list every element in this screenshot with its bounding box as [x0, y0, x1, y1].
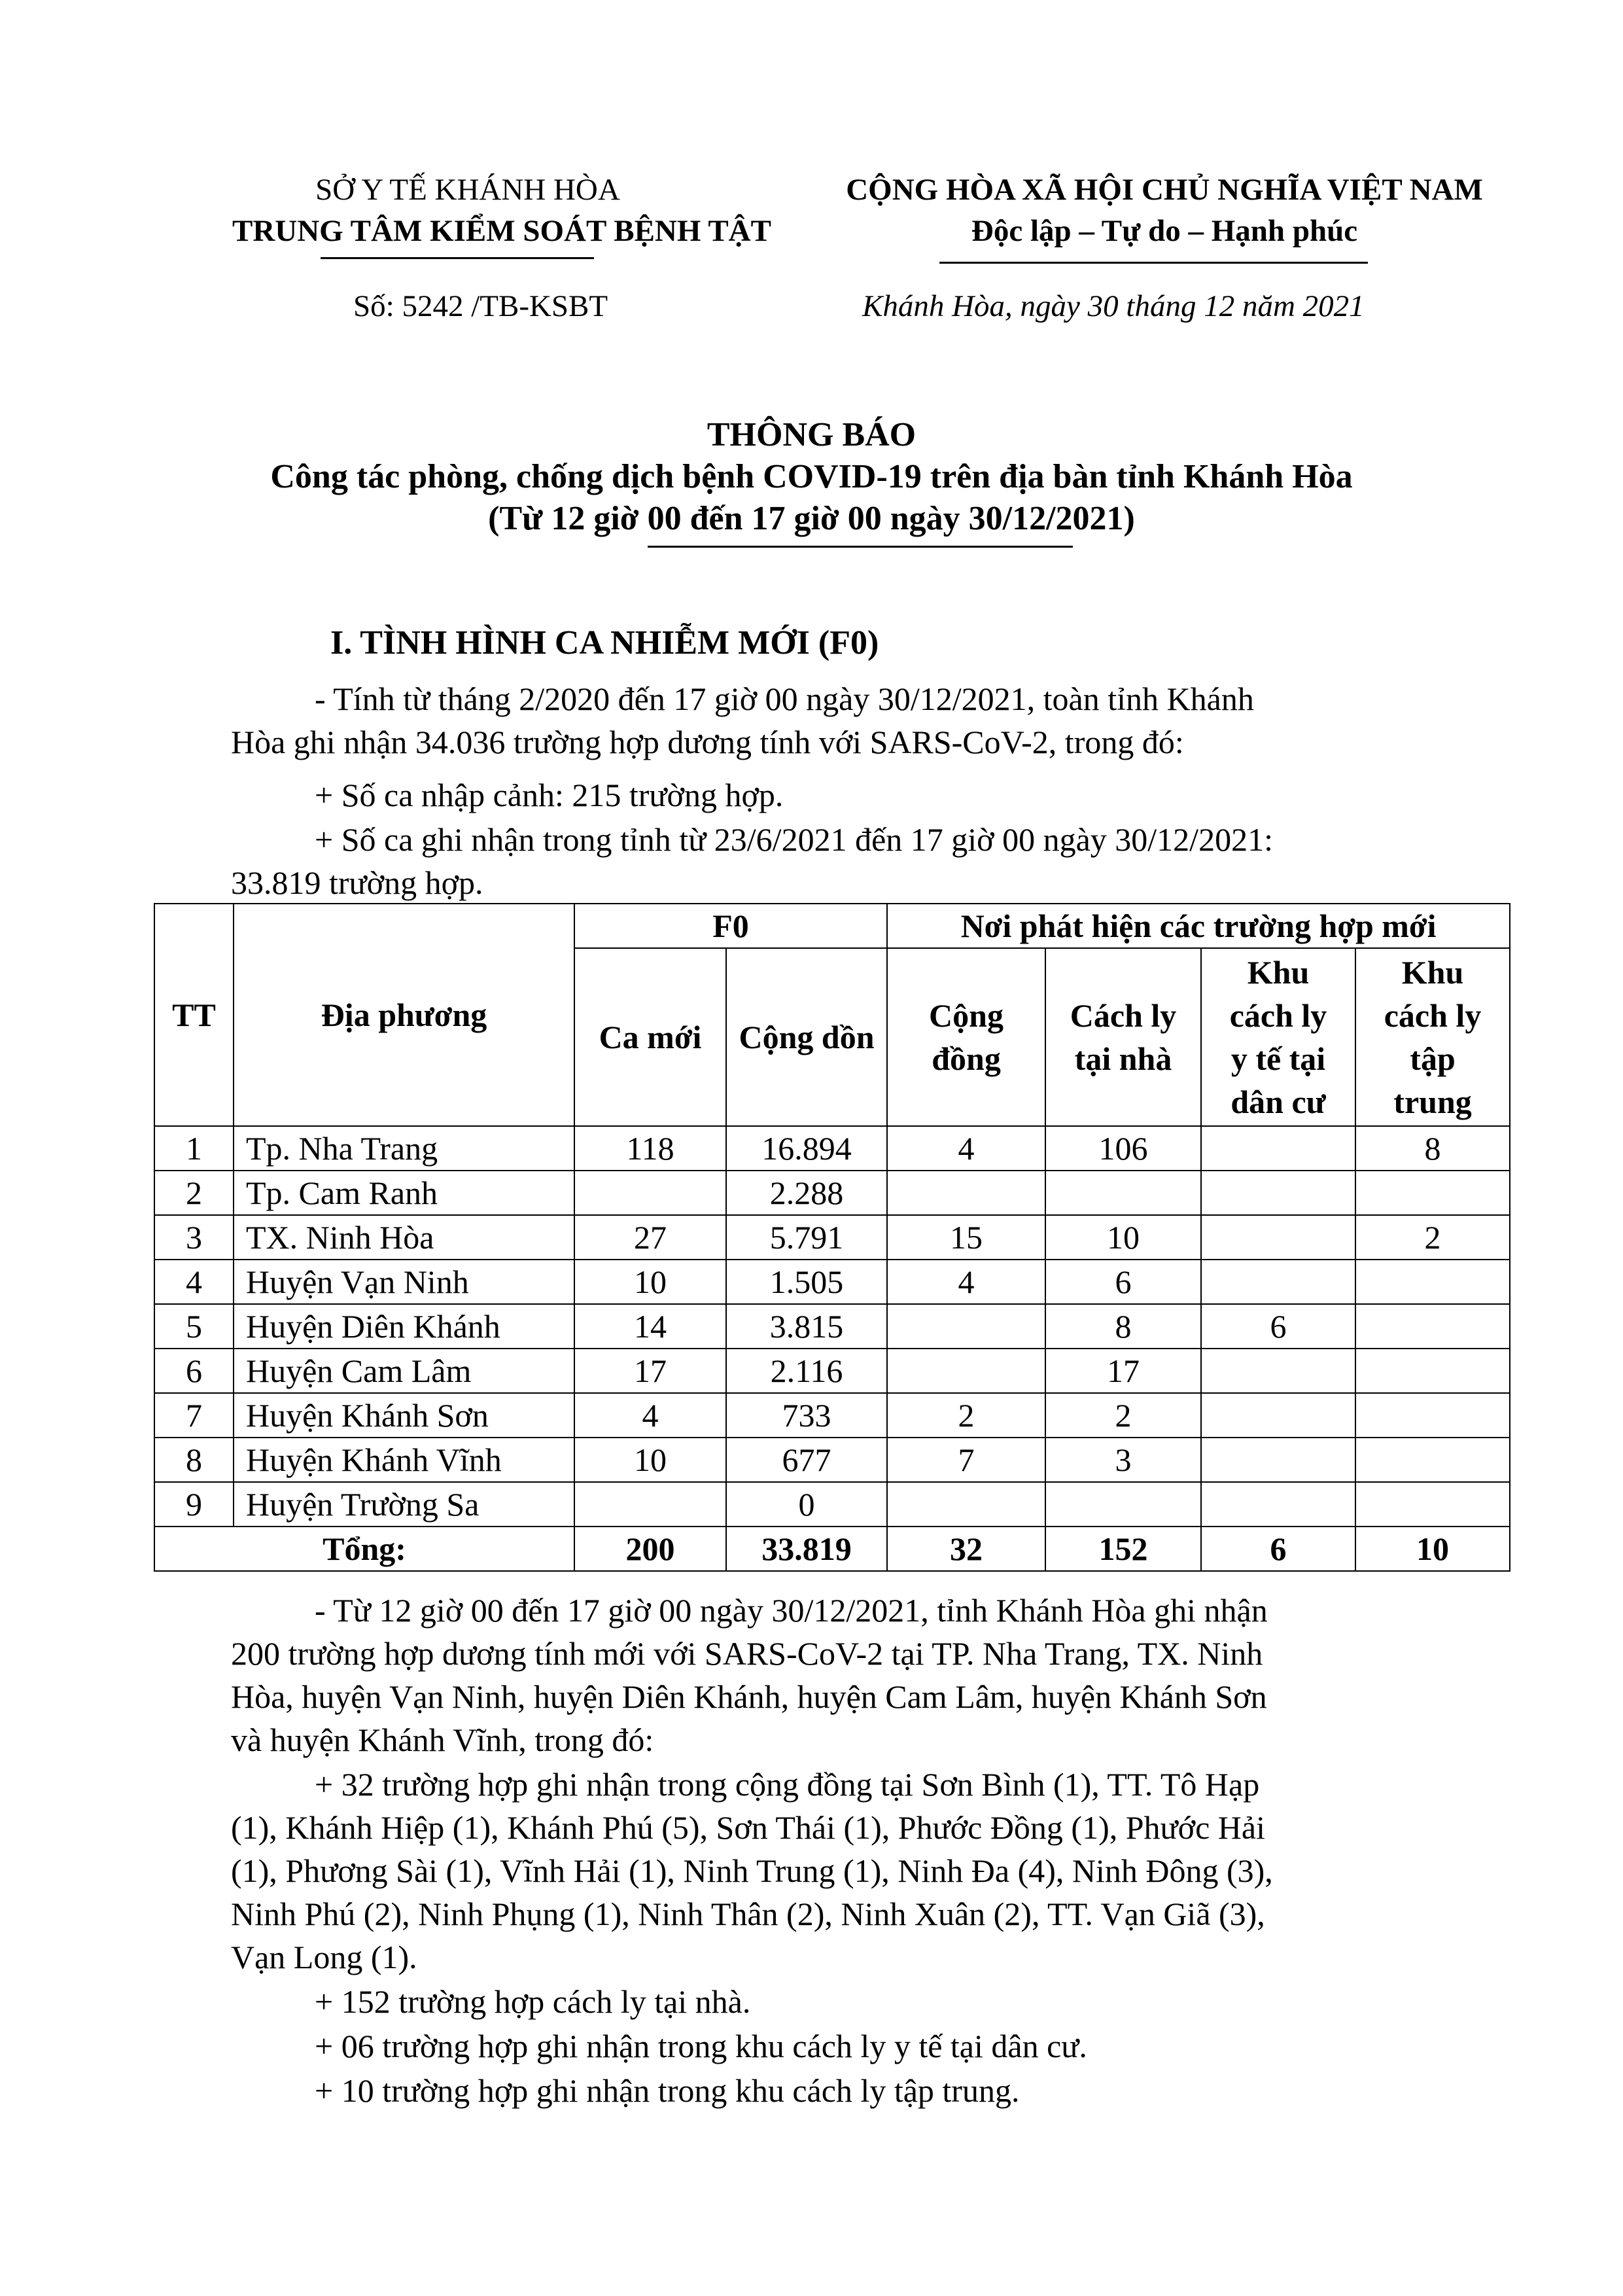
- header-community: Cộng đồng: [887, 948, 1045, 1126]
- country-name: CỘNG HÒA XÃ HỘI CHỦ NGHĨA VIỆT NAM: [846, 173, 1483, 207]
- row-number: 5: [154, 1304, 234, 1349]
- row-new-cases: 27: [574, 1215, 726, 1260]
- row-new-cases: 17: [574, 1349, 726, 1393]
- notice-period: (Từ 12 giờ 00 đến 17 giờ 00 ngày 30/12/2021): [488, 500, 1135, 537]
- row-central-quarantine: 8: [1355, 1126, 1510, 1171]
- header-tt: TT: [154, 904, 234, 1126]
- paragraph-line: + 32 trường hợp ghi nhận trong cộng đồng tại Sơn Bình (1), TT. Tô Hạp: [315, 1766, 1260, 1803]
- paragraph-line: Vạn Long (1).: [231, 1939, 417, 1975]
- row-central-quarantine: [1355, 1438, 1510, 1482]
- section-heading: I. TÌNH HÌNH CA NHIỄM MỚI (F0): [330, 624, 879, 662]
- row-central-quarantine: [1355, 1393, 1510, 1438]
- table-row: [154, 1482, 1510, 1527]
- paragraph-line: (1), Phương Sài (1), Vĩnh Hải (1), Ninh Trung (1), Ninh Đa (4), Ninh Đông (3),: [231, 1852, 1273, 1889]
- row-number: 1: [154, 1126, 234, 1171]
- row-new-cases: 4: [574, 1393, 726, 1438]
- row-locality: Huyện Vạn Ninh: [234, 1260, 574, 1304]
- header-residential-quarantine: Khu cách ly y tế tại dân cư: [1201, 948, 1355, 1126]
- row-residential-quarantine: 6: [1201, 1304, 1355, 1349]
- row-home-isolation: [1045, 1171, 1201, 1215]
- agency-parent: SỞ Y TẾ KHÁNH HÒA: [315, 173, 620, 207]
- total-new: 200: [574, 1527, 726, 1571]
- agency-name: TRUNG TÂM KIỂM SOÁT BỆNH TẬT: [232, 214, 771, 248]
- notice-title: THÔNG BÁO: [707, 416, 916, 453]
- notice-subject: Công tác phòng, chống dịch bệnh COVID-19 trên địa bàn tỉnh Khánh Hòa: [270, 458, 1353, 495]
- row-residential-quarantine: [1201, 1260, 1355, 1304]
- paragraph-line: - Từ 12 giờ 00 đến 17 giờ 00 ngày 30/12/2021, tỉnh Khánh Hòa ghi nhận: [315, 1592, 1268, 1629]
- header-new-cases: Ca mới: [574, 948, 726, 1126]
- country-motto: Độc lập – Tự do – Hạnh phúc: [971, 214, 1358, 248]
- row-new-cases: [574, 1482, 726, 1527]
- row-residential-quarantine: [1201, 1126, 1355, 1171]
- row-central-quarantine: [1355, 1171, 1510, 1215]
- paragraph-line: và huyện Khánh Vĩnh, trong đó:: [231, 1722, 654, 1758]
- row-new-cases: 10: [574, 1438, 726, 1482]
- paragraph-line: (1), Khánh Hiệp (1), Khánh Phú (5), Sơn Thái (1), Phước Đồng (1), Phước Hải: [231, 1809, 1265, 1846]
- paragraph-line: 33.819 trường hợp.: [231, 864, 483, 901]
- total-row: [154, 1527, 1510, 1571]
- table-row: [154, 1304, 1510, 1349]
- row-number: 9: [154, 1482, 234, 1527]
- table-row: [154, 1393, 1510, 1438]
- total-community: 32: [887, 1527, 1045, 1571]
- row-locality: Huyện Cam Lâm: [234, 1349, 574, 1393]
- paragraph-line: 200 trường hợp dương tính mới với SARS-CoV-2 tại TP. Nha Trang, TX. Ninh: [231, 1635, 1263, 1672]
- row-new-cases: [574, 1171, 726, 1215]
- row-locality: TX. Ninh Hòa: [234, 1215, 574, 1260]
- paragraph-line: Ninh Phú (2), Ninh Phụng (1), Ninh Thân (2), Ninh Xuân (2), TT. Vạn Giã (3),: [231, 1896, 1265, 1932]
- table-row: [154, 1171, 1510, 1215]
- row-cumulative: 2.288: [726, 1171, 887, 1215]
- row-home-isolation: 10: [1045, 1215, 1201, 1260]
- row-cumulative: 3.815: [726, 1304, 887, 1349]
- row-residential-quarantine: [1201, 1349, 1355, 1393]
- row-central-quarantine: 2: [1355, 1215, 1510, 1260]
- total-home: 152: [1045, 1527, 1201, 1571]
- row-number: 4: [154, 1260, 234, 1304]
- row-community: [887, 1171, 1045, 1215]
- header-f0: F0: [574, 904, 887, 948]
- header-cumulative: Cộng dồn: [726, 948, 887, 1126]
- paragraph-line: + Số ca nhập cảnh: 215 trường hợp.: [315, 777, 784, 813]
- table-row: [154, 1215, 1510, 1260]
- row-locality: Huyện Trường Sa: [234, 1482, 574, 1527]
- header-home-isolation: Cách ly tại nhà: [1045, 948, 1201, 1126]
- header-central-quarantine: Khu cách ly tập trung: [1355, 948, 1510, 1126]
- row-new-cases: 10: [574, 1260, 726, 1304]
- row-home-isolation: 17: [1045, 1349, 1201, 1393]
- total-label: Tổng:: [154, 1527, 574, 1571]
- total-central: 10: [1355, 1527, 1510, 1571]
- total-cumulative: 33.819: [726, 1527, 887, 1571]
- row-locality: Huyện Khánh Vĩnh: [234, 1438, 574, 1482]
- row-cumulative: 1.505: [726, 1260, 887, 1304]
- row-home-isolation: 3: [1045, 1438, 1201, 1482]
- table-row: [154, 1260, 1510, 1304]
- row-home-isolation: 8: [1045, 1304, 1201, 1349]
- agency-underline: [321, 257, 594, 259]
- document-number: Số: 5242 /TB-KSBT: [353, 289, 608, 323]
- row-residential-quarantine: [1201, 1171, 1355, 1215]
- row-home-isolation: 2: [1045, 1393, 1201, 1438]
- row-number: 6: [154, 1349, 234, 1393]
- row-community: [887, 1349, 1045, 1393]
- row-cumulative: 5.791: [726, 1215, 887, 1260]
- table-row: [154, 1126, 1510, 1171]
- title-underline: [648, 546, 1073, 548]
- row-central-quarantine: [1355, 1260, 1510, 1304]
- row-cumulative: 677: [726, 1438, 887, 1482]
- paragraph-line: Hòa ghi nhận 34.036 trường hợp dương tính với SARS-CoV-2, trong đó:: [231, 724, 1184, 760]
- row-residential-quarantine: [1201, 1438, 1355, 1482]
- row-community: 7: [887, 1438, 1045, 1482]
- row-community: 4: [887, 1126, 1045, 1171]
- header-locality: Địa phương: [234, 904, 574, 1126]
- row-home-isolation: 6: [1045, 1260, 1201, 1304]
- row-new-cases: 14: [574, 1304, 726, 1349]
- table-row: [154, 1349, 1510, 1393]
- row-central-quarantine: [1355, 1482, 1510, 1527]
- row-number: 2: [154, 1171, 234, 1215]
- paragraph-line: + 10 trường hợp ghi nhận trong khu cách ly tập trung.: [315, 2072, 1020, 2109]
- row-community: 4: [887, 1260, 1045, 1304]
- cases-table: [154, 903, 1510, 1572]
- row-community: [887, 1482, 1045, 1527]
- row-locality: Tp. Cam Ranh: [234, 1171, 574, 1215]
- row-home-isolation: [1045, 1482, 1201, 1527]
- paragraph-line: + Số ca ghi nhận trong tỉnh từ 23/6/2021 đến 17 giờ 00 ngày 30/12/2021:: [315, 821, 1273, 858]
- row-number: 8: [154, 1438, 234, 1482]
- document-date: Khánh Hòa, ngày 30 tháng 12 năm 2021: [862, 289, 1365, 323]
- paragraph-line: + 152 trường hợp cách ly tại nhà.: [315, 1983, 751, 2020]
- row-cumulative: 733: [726, 1393, 887, 1438]
- row-community: 2: [887, 1393, 1045, 1438]
- row-residential-quarantine: [1201, 1215, 1355, 1260]
- row-community: 15: [887, 1215, 1045, 1260]
- row-community: [887, 1304, 1045, 1349]
- row-new-cases: 118: [574, 1126, 726, 1171]
- paragraph-line: + 06 trường hợp ghi nhận trong khu cách ly y tế tại dân cư.: [315, 2028, 1087, 2064]
- row-cumulative: 16.894: [726, 1126, 887, 1171]
- row-number: 7: [154, 1393, 234, 1438]
- row-number: 3: [154, 1215, 234, 1260]
- row-central-quarantine: [1355, 1304, 1510, 1349]
- row-cumulative: 0: [726, 1482, 887, 1527]
- total-residential: 6: [1201, 1527, 1355, 1571]
- row-residential-quarantine: [1201, 1482, 1355, 1527]
- row-home-isolation: 106: [1045, 1126, 1201, 1171]
- motto-underline: [939, 262, 1368, 264]
- row-locality: Huyện Khánh Sơn: [234, 1393, 574, 1438]
- row-locality: Huyện Diên Khánh: [234, 1304, 574, 1349]
- paragraph-line: - Tính từ tháng 2/2020 đến 17 giờ 00 ngày 30/12/2021, toàn tỉnh Khánh: [315, 680, 1254, 717]
- row-residential-quarantine: [1201, 1393, 1355, 1438]
- header-found-at: Nơi phát hiện các trường hợp mới: [887, 904, 1510, 948]
- row-cumulative: 2.116: [726, 1349, 887, 1393]
- row-locality: Tp. Nha Trang: [234, 1126, 574, 1171]
- row-central-quarantine: [1355, 1349, 1510, 1393]
- paragraph-line: Hòa, huyện Vạn Ninh, huyện Diên Khánh, huyện Cam Lâm, huyện Khánh Sơn: [231, 1678, 1267, 1715]
- table-row: [154, 1438, 1510, 1482]
